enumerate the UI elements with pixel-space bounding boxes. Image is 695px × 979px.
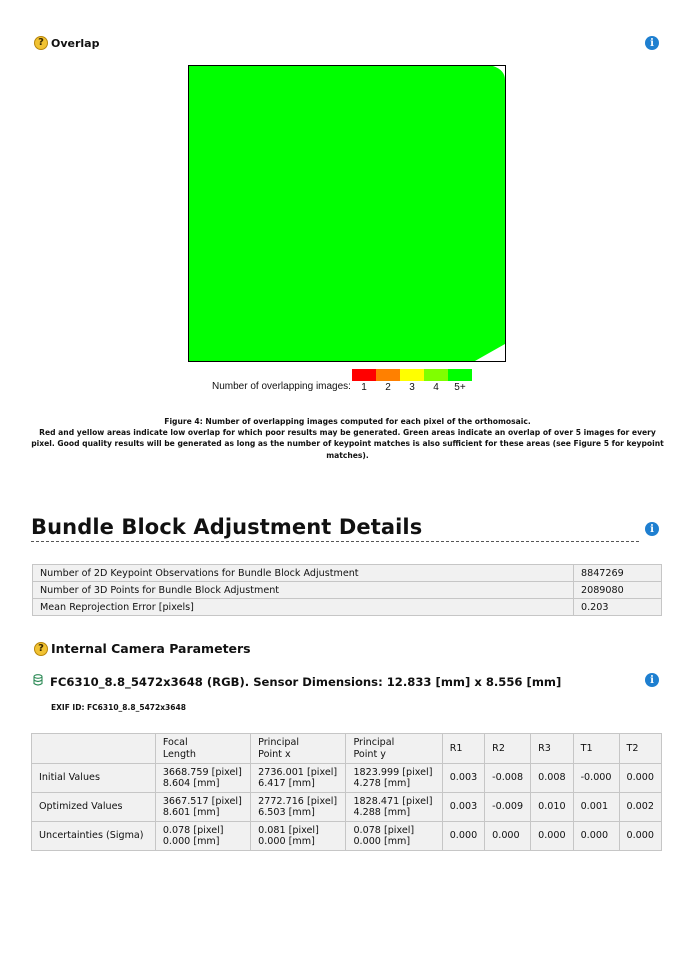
- table-row: [33, 582, 662, 599]
- title-divider: [31, 541, 639, 542]
- cell-r1: 0.003: [442, 793, 484, 822]
- header-empty: [32, 734, 156, 764]
- legend-label: 5+: [454, 382, 466, 393]
- legend-swatch: [352, 369, 376, 381]
- overlap-heading: [34, 36, 99, 50]
- cell-principal-x: 2736.001 [pixel] 6.417 [mm]: [251, 764, 346, 793]
- table-row: [33, 599, 662, 616]
- legend-labels: [352, 381, 472, 393]
- question-icon[interactable]: ?: [34, 36, 48, 50]
- cell-t1: -0.000: [573, 764, 619, 793]
- overlap-legend: [212, 369, 472, 393]
- table-row: [32, 793, 662, 822]
- legend-label: 1: [361, 382, 367, 393]
- row-value: 0.203: [574, 599, 662, 616]
- cell-t2: 0.000: [619, 764, 661, 793]
- camera-params-table: [31, 733, 662, 851]
- legend-label: 3: [409, 382, 415, 393]
- cell-r3: 0.000: [531, 822, 573, 851]
- header-t1: T1: [573, 734, 619, 764]
- cell-focal: 3668.759 [pixel] 8.604 [mm]: [155, 764, 250, 793]
- row-label: Optimized Values: [32, 793, 156, 822]
- info-icon[interactable]: i: [645, 36, 659, 50]
- cell-t2: 0.002: [619, 793, 661, 822]
- legend-label: 2: [385, 382, 391, 393]
- header-focal-length: Focal Length: [155, 734, 250, 764]
- cell-focal: 3667.517 [pixel] 8.601 [mm]: [155, 793, 250, 822]
- page-title: Bundle Block Adjustment Details: [31, 515, 423, 539]
- camera-section-title: Internal Camera Parameters: [51, 641, 251, 656]
- cell-r2: 0.000: [485, 822, 531, 851]
- row-value: 8847269: [574, 565, 662, 582]
- caption-line-2: Red and yellow areas indicate low overlap for which poor results may be generated. Green areas indicate an overlap of over 5 images for every pixel. Good quality results will be generated as long as the number of keypoint matches is also sufficient for these areas (see Figure 5 for keypoint matches).: [31, 428, 664, 460]
- camera-title: FC6310_8.8_5472x3648 (RGB). Sensor Dimensions: 12.833 [mm] x 8.556 [mm]: [50, 674, 562, 689]
- row-label: Number of 3D Points for Bundle Block Adjustment: [33, 582, 574, 599]
- legend-swatch: [424, 369, 448, 381]
- cell-focal: 0.078 [pixel] 0.000 [mm]: [155, 822, 250, 851]
- cell-principal-x: 2772.716 [pixel] 6.503 [mm]: [251, 793, 346, 822]
- exif-id: EXIF ID: FC6310_8.8_5472x3648: [51, 703, 186, 712]
- row-value: 2089080: [574, 582, 662, 599]
- row-label: Initial Values: [32, 764, 156, 793]
- legend-title: Number of overlapping images:: [212, 381, 351, 392]
- header-principal-x: Principal Point x: [251, 734, 346, 764]
- overlap-map: [188, 65, 506, 362]
- row-label: Mean Reprojection Error [pixels]: [33, 599, 574, 616]
- row-label: Number of 2D Keypoint Observations for Bundle Block Adjustment: [33, 565, 574, 582]
- cell-principal-y: 1828.471 [pixel] 4.288 [mm]: [346, 793, 442, 822]
- table-header-row: [32, 734, 662, 764]
- header-r1: R1: [442, 734, 484, 764]
- cell-r3: 0.010: [531, 793, 573, 822]
- bba-table: [32, 564, 662, 616]
- figure-caption: [30, 416, 665, 461]
- cell-r1: 0.003: [442, 764, 484, 793]
- overlap-map-image: [189, 66, 505, 361]
- cell-t2: 0.000: [619, 822, 661, 851]
- legend-swatch: [376, 369, 400, 381]
- caption-line-1: Figure 4: Number of overlapping images computed for each pixel of the orthomosaic.: [164, 417, 531, 426]
- legend-swatches: [352, 369, 472, 381]
- table-row: [33, 565, 662, 582]
- info-icon[interactable]: i: [645, 522, 659, 536]
- row-label: Uncertainties (Sigma): [32, 822, 156, 851]
- legend-label: 4: [433, 382, 439, 393]
- header-t2: T2: [619, 734, 661, 764]
- question-icon[interactable]: ?: [34, 642, 48, 656]
- header-r2: R2: [485, 734, 531, 764]
- legend-swatch: [400, 369, 424, 381]
- table-row: [32, 822, 662, 851]
- cell-principal-y: 0.078 [pixel] 0.000 [mm]: [346, 822, 442, 851]
- cell-principal-y: 1823.999 [pixel] 4.278 [mm]: [346, 764, 442, 793]
- camera-heading: [33, 674, 561, 689]
- cell-r3: 0.008: [531, 764, 573, 793]
- table-row: [32, 764, 662, 793]
- header-r3: R3: [531, 734, 573, 764]
- cell-r2: -0.008: [485, 764, 531, 793]
- info-icon[interactable]: i: [645, 673, 659, 687]
- camera-section-heading: [34, 641, 251, 656]
- legend-swatch: [448, 369, 472, 381]
- cell-r1: 0.000: [442, 822, 484, 851]
- header-principal-y: Principal Point y: [346, 734, 442, 764]
- cell-t1: 0.000: [573, 822, 619, 851]
- cell-r2: -0.009: [485, 793, 531, 822]
- cell-principal-x: 0.081 [pixel] 0.000 [mm]: [251, 822, 346, 851]
- database-icon: [33, 674, 44, 689]
- cell-t1: 0.001: [573, 793, 619, 822]
- overlap-title: Overlap: [51, 36, 100, 50]
